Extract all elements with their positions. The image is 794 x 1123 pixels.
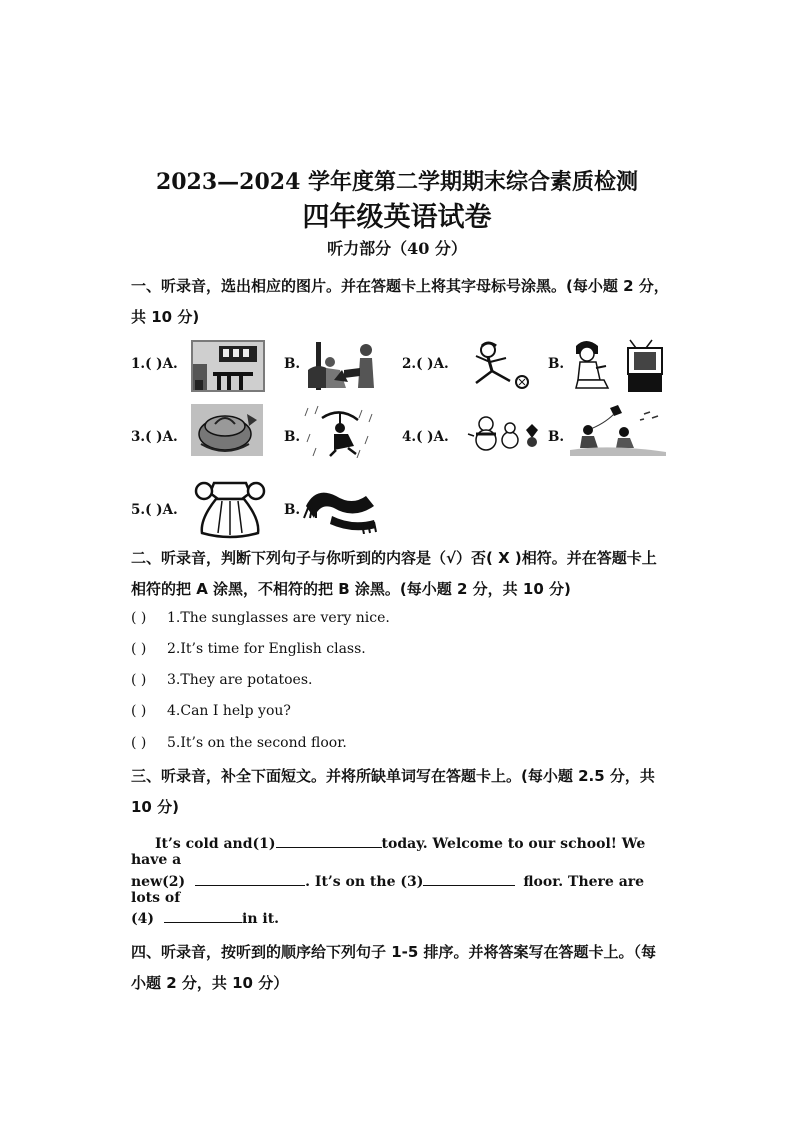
answer-bracket[interactable]: ( ) (131, 610, 147, 626)
q4-label: 4.( )A. (402, 429, 449, 445)
cake-picture (191, 404, 263, 460)
q2-option-b: B. (548, 356, 565, 372)
section1-instruction: 一、听录音，选出相应的图片。并在答题卡上将其字母标号涂黑。(每小题 2 分，共 10 分) (131, 277, 669, 326)
blank-3[interactable] (423, 871, 515, 886)
exam-title-line1: 2023—2024 学年度第二学期期末综合素质检测 (155, 169, 639, 195)
passage-text: new(2) (131, 874, 186, 890)
blank-2[interactable] (195, 871, 305, 886)
statement-text: 2.It’s time for English class. (167, 641, 366, 657)
passage-line3 (131, 908, 661, 927)
passage-text: . It’s on the (3) (305, 874, 424, 890)
q4-option-b: B. (548, 429, 565, 445)
passage-line2 (131, 871, 661, 906)
scarf-picture (302, 486, 382, 538)
passage-text: It’s cold and(1) (155, 836, 276, 852)
statement-text: 4.Can I help you? (167, 703, 291, 719)
section2-instruction: 二、听录音，判断下列句子与你听到的内容是（√）否( X )相符。并在答题卡上相符的把 A 涂黑，不相符的把 B 涂黑。(每小题 2 分，共 10 分) (131, 549, 657, 598)
statement-text: 3.They are potatoes. (167, 672, 313, 688)
statement-row (131, 672, 312, 688)
kids-flying-kite-picture (570, 404, 668, 460)
person-in-rain-picture (302, 404, 378, 462)
blank-4[interactable] (164, 908, 242, 923)
passage-text: floor. There are lots of (131, 874, 645, 906)
answer-bracket[interactable]: ( ) (131, 703, 147, 719)
answer-bracket[interactable]: ( ) (131, 641, 147, 657)
q3-option-b: B. (284, 429, 301, 445)
statement-row (131, 703, 291, 719)
dress-picture (194, 479, 266, 543)
boy-playing-football-picture (466, 340, 536, 396)
listening-part-title: 听力部分（40 分） (327, 239, 467, 258)
passage-line1 (131, 833, 661, 868)
q1-option-b: B. (284, 356, 301, 372)
passage-text: (4) (131, 911, 154, 927)
passage-text: in it. (242, 911, 280, 927)
answer-bracket[interactable]: ( ) (131, 735, 147, 751)
q3-label: 3.( )A. (131, 429, 178, 445)
exam-title-line2: 四年级英语试卷 (302, 202, 492, 233)
statement-row (131, 735, 347, 751)
people-reading-picture (304, 340, 382, 396)
snowman-picture (466, 410, 542, 456)
section4-instruction: 四、听录音，按听到的顺序给下列句子 1-5 排序。并将答案写在答题卡上。（每小题 2 分，共 10 分） (131, 943, 657, 992)
q1-label: 1.( )A. (131, 356, 178, 372)
q5-label: 5.( )A. (131, 502, 178, 518)
section3-instruction: 三、听录音，补全下面短文。并将所缺单词写在答题卡上。(每小题 2.5 分，共 10 分) (131, 767, 655, 816)
classroom-picture (191, 340, 265, 396)
passage-text: today. Welcome to our school! We have a (131, 836, 646, 868)
q5-option-b: B. (284, 502, 301, 518)
statement-row (131, 641, 366, 657)
boy-watching-tv-picture (570, 338, 668, 398)
statement-text: 1.The sunglasses are very nice. (167, 610, 390, 626)
answer-bracket[interactable]: ( ) (131, 672, 147, 688)
blank-1[interactable] (276, 833, 382, 848)
statement-row (131, 610, 390, 626)
q2-label: 2.( )A. (402, 356, 449, 372)
statement-text: 5.It’s on the second floor. (167, 735, 347, 751)
